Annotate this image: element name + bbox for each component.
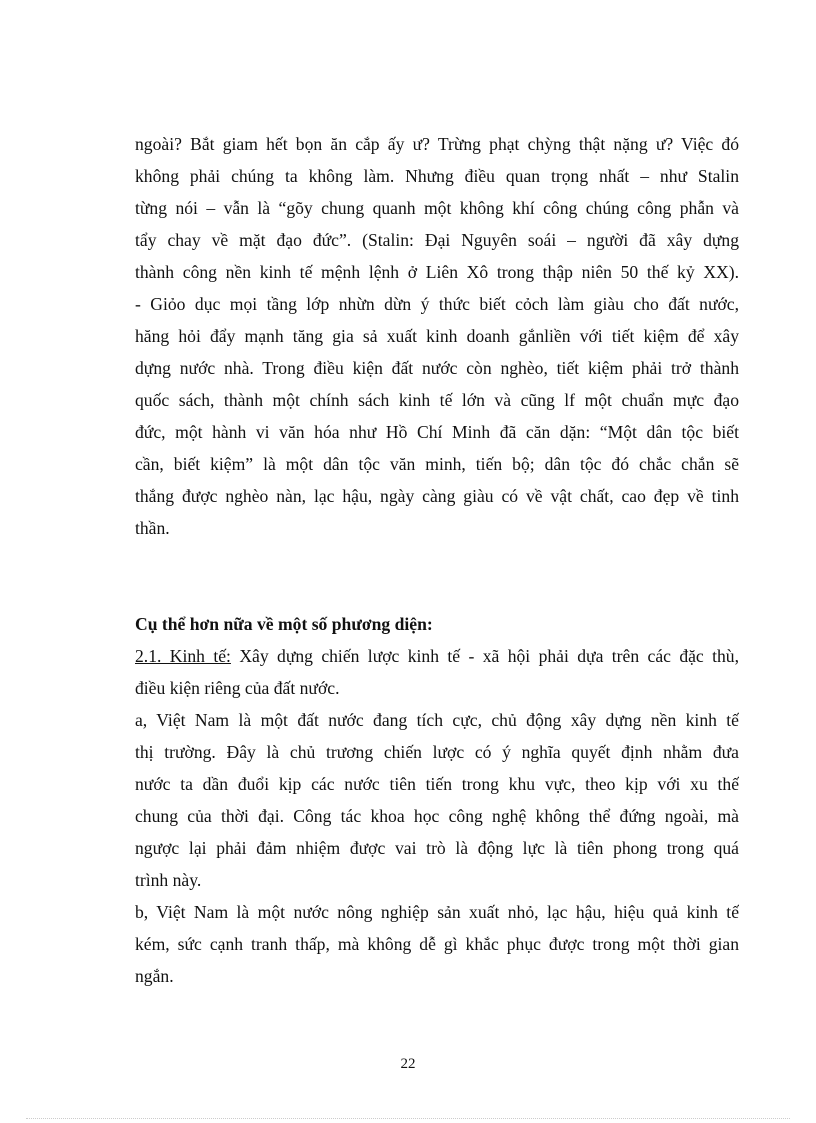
text-line: ngắn. <box>135 966 174 986</box>
page-content <box>135 128 739 992</box>
text-line: ngược lại phải đảm nhiệm được vai trò là động lực là tiên phong trong quá <box>135 838 739 858</box>
paragraph-a <box>135 704 739 896</box>
section-intro: Xây dựng chiến lược kinh tế - xã hội phải dựa trên các đặc thù, <box>230 646 739 666</box>
text-line <box>135 640 739 672</box>
text-line: thành công nền kinh tế mệnh lệnh ở Liên Xô trong thập niên 50 thế kỷ XX). <box>135 262 739 282</box>
paragraph-2 <box>135 288 739 544</box>
page-number: 22 <box>400 1056 416 1072</box>
text-line: - Giỏo dục mọi tầng lớp nhừn dừn ý thức biết cỏch làm giàu cho đất nước, <box>135 294 739 314</box>
text-line: dựng nước nhà. Trong điều kiện đất nước còn nghèo, tiết kiệm phải trở thành <box>135 358 739 378</box>
section-2-1 <box>135 640 739 704</box>
section-heading: Cụ thể hơn nữa về một số phương diện: <box>135 614 433 634</box>
text-line: cần, biết kiệm” là một dân tộc văn minh, tiến bộ; dân tộc đó chắc chắn sẽ <box>135 454 739 474</box>
text-line: trình này. <box>135 870 202 890</box>
text-line: chung của thời đại. Công tác khoa học công nghệ không thể đứng ngoài, mà <box>135 806 739 826</box>
section-label: 2.1. Kinh tế: <box>135 646 231 666</box>
text-line: b, Việt Nam là một nước nông nghiệp sản xuất nhỏ, lạc hậu, hiệu quả kinh tế <box>135 902 739 922</box>
text-line: hăng hỏi đẩy mạnh tăng gia sả xuất kinh doanh gắnliền với tiết kiệm để xây <box>135 326 739 346</box>
text-line: ngoài? Bắt giam hết bọn ăn cắp ấy ư? Trừng phạt chỳng thật nặng ư? Việc đó <box>135 134 739 154</box>
text-line: không phải chúng ta không làm. Nhưng điều quan trọng nhất – như Stalin <box>135 166 739 186</box>
text-line: điều kiện riêng của đất nước. <box>135 678 340 698</box>
spacer <box>135 544 739 608</box>
text-line: quốc sách, thành một chính sách kinh tế lớn và cũng lf một chuẩn mực đạo <box>135 390 739 410</box>
text-line: từng nói – vẫn là “gõy chung quanh một không khí công chúng công phẫn và <box>135 198 739 218</box>
text-line: a, Việt Nam là một đất nước đang tích cực, chủ động xây dựng nền kinh tế <box>135 710 739 730</box>
text-line: đức, một hành vi văn hóa như Hồ Chí Minh đã căn dặn: “Một dân tộc biết <box>135 422 739 442</box>
text-line: kém, sức cạnh tranh thấp, mà không dễ gì khắc phục được trong một thời gian <box>135 934 739 954</box>
paragraph-1 <box>135 128 739 288</box>
page-bottom-divider <box>26 1118 790 1119</box>
text-line: nước ta dần đuổi kịp các nước tiên tiến trong khu vực, theo kịp với xu thế <box>135 774 739 794</box>
text-line: thần. <box>135 518 170 538</box>
text-line: thị trường. Đây là chủ trương chiến lược có ý nghĩa quyết định nhằm đưa <box>135 742 739 762</box>
text-line: tẩy chay về mặt đạo đức”. (Stalin: Đại Nguyên soái – người đã xây dựng <box>135 230 739 250</box>
paragraph-b <box>135 896 739 992</box>
text-line: thắng được nghèo nàn, lạc hậu, ngày càng giàu có về vật chất, cao đẹp về tinh <box>135 486 739 506</box>
